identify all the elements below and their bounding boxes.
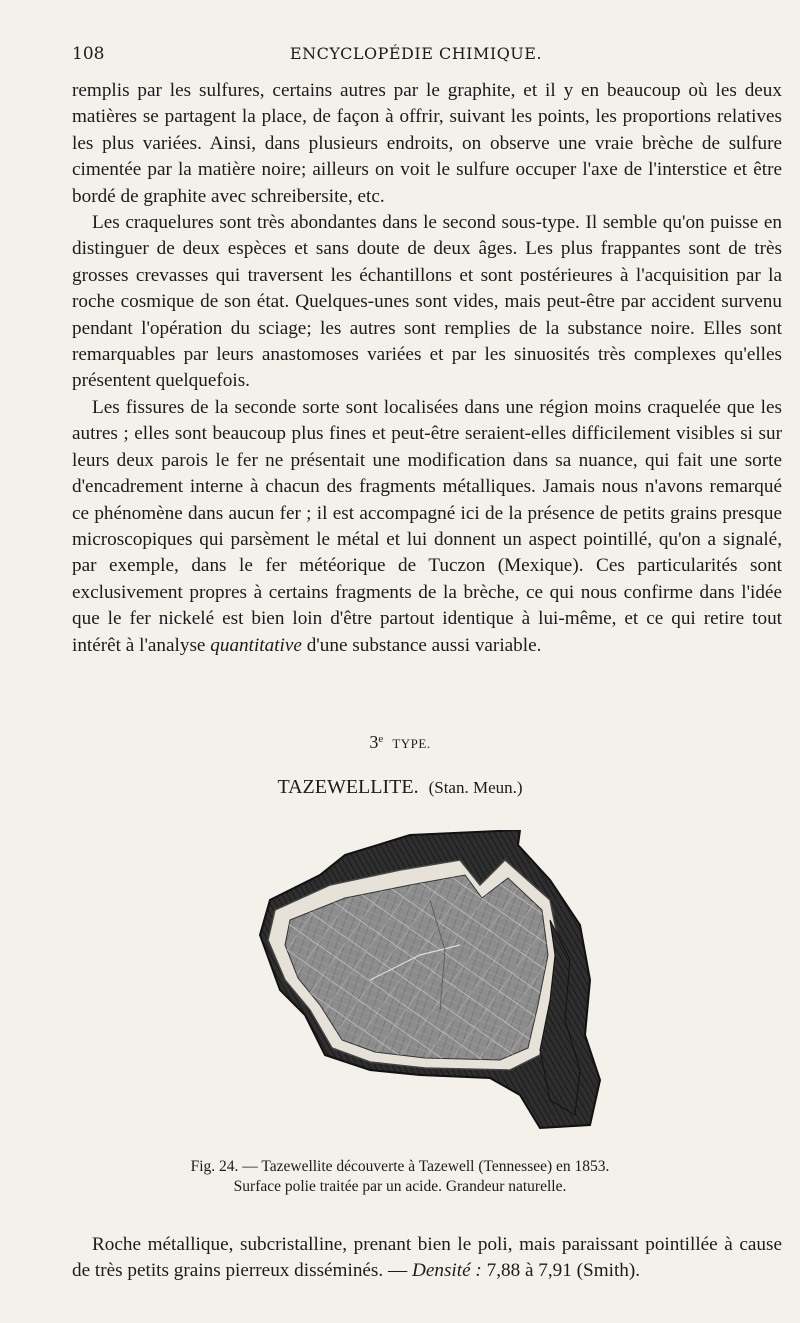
figure-caption [0, 1157, 800, 1197]
final-text [72, 1232, 782, 1285]
type-word: TYPE. [392, 736, 431, 751]
caption-line-2: Surface polie traitée par un acide. Grandeur naturelle. [233, 1178, 567, 1195]
paragraph-3 [72, 395, 782, 659]
type-heading [0, 732, 800, 753]
mineral-name: TAZEWELLITE. [277, 776, 419, 798]
page-number: 108 [72, 44, 105, 64]
caption-line-1: Fig. 24. — Tazewellite découverte à Tazewell (Tennessee) en 1853. [190, 1158, 610, 1175]
type-number: 3 [369, 732, 379, 752]
paragraph-3-end: d'une substance aussi variable. [301, 634, 542, 656]
final-paragraph-text: Roche métallique, subcristalline, prenant bien le poli, mais paraissant pointillée à cause de très petits grains pierreux disséminés. — [72, 1234, 782, 1282]
tazewellite-figure [250, 830, 610, 1135]
paragraph-3-text: Les fissures de la seconde sorte sont localisées dans une région moins craquelée que les autres ; elles sont beaucoup plus fines et peut-être seraient-elles difficilement visibles si sur leurs deux parois le fer ne présentait une modification dans sa nuance, qui fait une sorte d'encadrement interne à chacun des fragments métalliques. Jamais nous n'avons remarqué ce phénomène dans aucun fer ; il est accompagné ici de la présence de petits grains presque microscopiques qui parsèment le métal et lui donnent un aspect pointillé, qu'on a signalé, par exemple, dans le fer météorique de Tuczon (Mexique). Ces particularités sont exclusivement propres à certains fragments de la brèche, ce qui nous confirme dans l'idée que le fer nickelé est bien loin d'être partout identique à lui-même, et ce qui retire tout intérêt à l'analyse [72, 396, 782, 656]
density-value: 7,88 à 7,91 (Smith). [481, 1260, 641, 1282]
running-title: ENCYCLOPÉDIE CHIMIQUE. [289, 44, 543, 63]
body-text [72, 78, 782, 659]
italic-quantitative: quantitative [210, 634, 302, 656]
mineral-author: (Stan. Meun.) [428, 778, 523, 797]
type-superscript: e [378, 733, 384, 745]
paragraph-2: Les craquelures sont très abondantes dans le second sous-type. Il semble qu'on puisse en distinguer de deux espèces et sans doute de deux âges. Les plus frappantes sont de très grosses crevasses qui traversent les échantillons et sont postérieures à l'acquisition par la roche cosmique de son état. Quelques-unes sont vides, mais peut-être par accident survenu pendant l'opération du sciage; les autres sont remplies de la substance noire. Elles sont remarquables par leurs anastomoses variées et par les sinuosités très complexes qu'elles présentent quelquefois. [72, 212, 782, 392]
running-head [72, 44, 760, 68]
paragraph-1: remplis par les sulfures, certains autres par le graphite, et il y en beaucoup où les deux matières se partagent la place, de façon à offrir, suivant les points, les proportions relatives les plus variées. Ainsi, dans plusieurs endroits, on observe une vraie brèche de sulfure cimentée par la matière noire; ailleurs on voit le sulfure occuper l'axe de l'interstice et être bordé de graphite avec schreibersite, etc. [72, 80, 782, 207]
density-label: Densité : [411, 1260, 482, 1282]
mineral-title [0, 776, 800, 799]
final-paragraph [72, 1232, 782, 1285]
